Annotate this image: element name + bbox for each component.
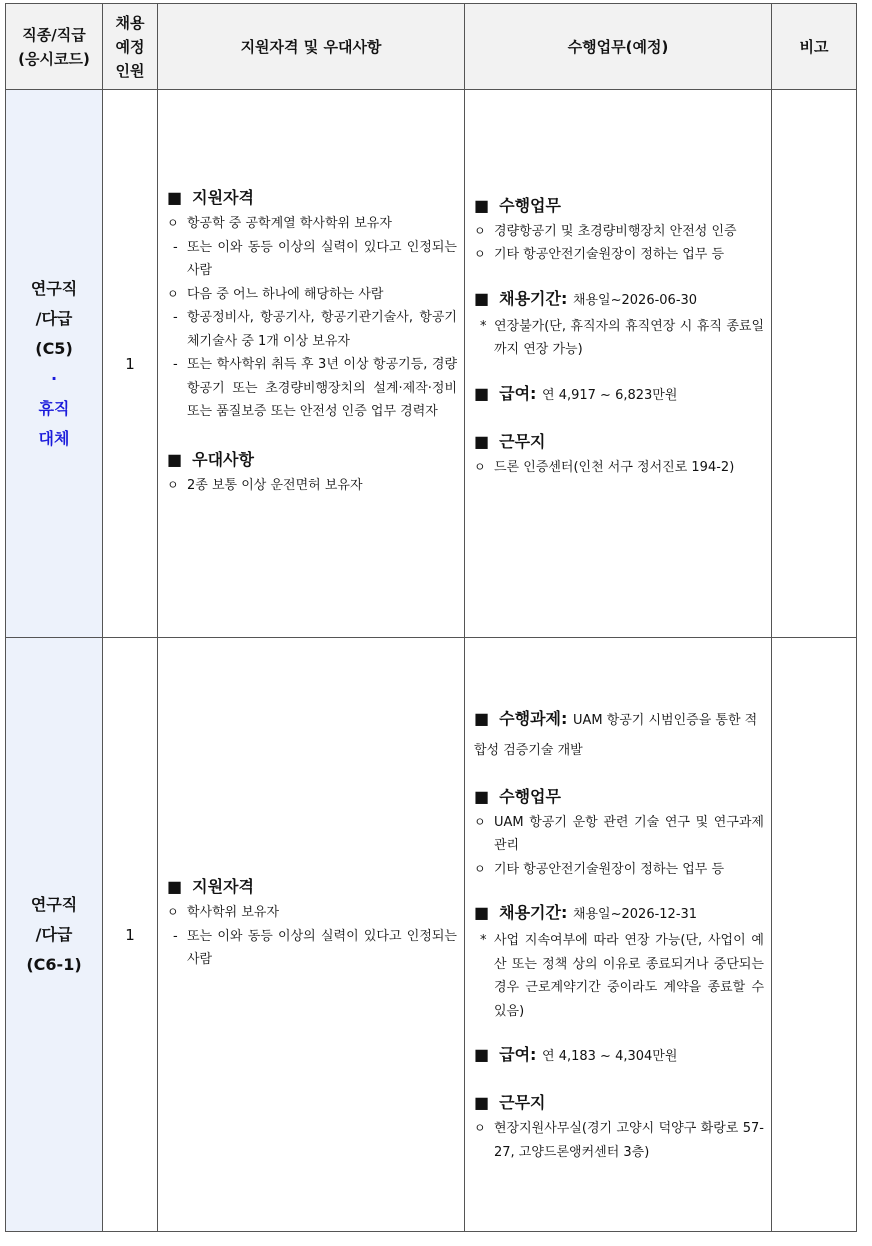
category-cell bbox=[6, 638, 103, 1232]
section-title: 근무지 bbox=[499, 431, 546, 451]
square-bullet-icon: ■ bbox=[167, 449, 183, 469]
header-headcount-line1: 채용 bbox=[115, 13, 145, 32]
duty-list bbox=[474, 220, 764, 267]
list-item: ㅇ 기타 항공안전기술원장이 정하는 업무 등 bbox=[474, 858, 764, 882]
section-heading bbox=[167, 184, 457, 212]
category-note-line: 대체 bbox=[38, 428, 70, 448]
category-dot: · bbox=[50, 368, 58, 388]
list-item: ㅇ 기타 항공안전기술원장이 정하는 업무 등 bbox=[474, 243, 764, 267]
category-cell bbox=[6, 90, 103, 638]
duties-cell bbox=[465, 638, 772, 1232]
square-bullet-icon: ■ bbox=[474, 786, 490, 806]
category-line: 연구직 bbox=[30, 278, 78, 298]
task-value: UAM 항공기 시범인증을 통한 적합성 검증기술 개발 bbox=[474, 712, 758, 758]
square-bullet-icon: ■ bbox=[474, 903, 490, 923]
table-row bbox=[6, 90, 857, 638]
header-headcount-line3: 인원 bbox=[115, 61, 145, 80]
spacer bbox=[474, 410, 764, 428]
remarks-cell bbox=[772, 90, 857, 638]
table-row bbox=[6, 638, 857, 1232]
section-title: 수행업무 bbox=[499, 195, 561, 215]
headcount-cell: 1 bbox=[103, 638, 158, 1232]
section-title: 지원자격 bbox=[192, 188, 254, 207]
period-value: 채용일~2026-06-30 bbox=[572, 292, 698, 308]
square-bullet-icon: ■ bbox=[474, 431, 490, 451]
section-heading bbox=[167, 873, 457, 901]
header-duties: 수행업무(예정) bbox=[465, 4, 772, 90]
list-item: ㅇ 다음 중 어느 하나에 해당하는 사람 bbox=[167, 283, 457, 307]
section-title: 우대사항 bbox=[192, 449, 254, 469]
category-line: 연구직 bbox=[30, 894, 78, 914]
list-item: - 항공정비사, 항공기사, 항공기관기술사, 항공기체기술사 중 1개 이상 보유자 bbox=[167, 306, 457, 353]
spacer bbox=[474, 881, 764, 899]
salary-value: 연 4,183 ~ 4,304만원 bbox=[542, 1049, 678, 1065]
spacer bbox=[167, 972, 457, 996]
section-title: 수행과제: bbox=[499, 708, 568, 728]
square-bullet-icon: ■ bbox=[474, 1045, 490, 1065]
list-item: - 또는 이와 동등 이상의 실력이 있다고 인정되는 사람 bbox=[167, 925, 457, 972]
spacer bbox=[474, 1023, 764, 1041]
section-title: 근무지 bbox=[499, 1093, 546, 1113]
header-row bbox=[6, 4, 857, 90]
section-title: 지원자격 bbox=[192, 877, 254, 897]
header-job-type bbox=[6, 4, 103, 90]
section-heading bbox=[474, 783, 764, 811]
qualification-cell bbox=[158, 90, 465, 638]
square-bullet-icon: ■ bbox=[474, 1093, 490, 1113]
recruitment-table bbox=[5, 3, 857, 1232]
square-bullet-icon: ■ bbox=[474, 288, 490, 308]
list-item: - 또는 이와 동등 이상의 실력이 있다고 인정되는 사람 bbox=[167, 236, 457, 283]
period-value: 채용일~2026-12-31 bbox=[572, 907, 698, 923]
duties-cell bbox=[465, 90, 772, 638]
section-heading bbox=[474, 705, 764, 765]
list-item: - 또는 학사학위 취득 후 3년 이상 항공기등, 경량항공기 또는 초경량비행장치의 설계·제작·정비 또는 품질보증 또는 안전성 인증 업무 경력자 bbox=[167, 353, 457, 424]
header-job-type-line1: 직종/직급 bbox=[22, 25, 86, 44]
header-headcount-line2: 예정 bbox=[115, 37, 145, 56]
duty-list bbox=[474, 811, 764, 882]
section-title: 채용기간: bbox=[499, 288, 568, 308]
section-title: 수행업무 bbox=[499, 786, 561, 806]
period-note: * 연장불가(단, 휴직자의 휴직연장 시 휴직 종료일까지 연장 가능) bbox=[474, 315, 764, 362]
qualification-list bbox=[167, 212, 457, 424]
section-heading bbox=[474, 428, 764, 456]
place-value: ㅇ 드론 인증센터(인천 서구 정서진로 194-2) bbox=[474, 456, 764, 480]
section-heading bbox=[474, 1041, 764, 1071]
spacer bbox=[474, 479, 764, 535]
list-item: ㅇ 항공학 중 공학계열 학사학위 보유자 bbox=[167, 212, 457, 236]
qualification-list bbox=[167, 901, 457, 972]
spacer bbox=[167, 497, 457, 543]
square-bullet-icon: ■ bbox=[167, 188, 183, 207]
section-heading bbox=[474, 380, 764, 410]
list-item: ㅇ UAM 항공기 운항 관련 기술 연구 및 연구과제 관리 bbox=[474, 811, 764, 858]
spacer bbox=[474, 267, 764, 285]
header-headcount bbox=[103, 4, 158, 90]
section-heading bbox=[167, 446, 457, 474]
section-title: 채용기간: bbox=[499, 903, 568, 923]
category-line: /다급 bbox=[35, 924, 73, 944]
header-job-type-line2: (응시코드) bbox=[18, 49, 90, 68]
spacer bbox=[474, 362, 764, 380]
spacer bbox=[474, 1071, 764, 1089]
square-bullet-icon: ■ bbox=[474, 195, 490, 215]
section-heading bbox=[474, 1089, 764, 1117]
category-line: (C6-1) bbox=[26, 954, 82, 974]
section-title: 급여: bbox=[499, 1045, 537, 1065]
section-title: 급여: bbox=[499, 383, 537, 403]
preference-list bbox=[167, 474, 457, 498]
section-heading bbox=[474, 285, 764, 315]
spacer bbox=[167, 424, 457, 446]
salary-value: 연 4,917 ~ 6,823만원 bbox=[542, 387, 678, 403]
category-note-line: 휴직 bbox=[38, 398, 70, 418]
period-note: * 사업 지속여부에 따라 연장 가능(단, 사업이 예산 또는 정책 상의 이유로 종료되거나 중단되는 경우 근로계약기간 중이라도 계약을 종료할 수 있음) bbox=[474, 929, 764, 1023]
section-heading bbox=[474, 899, 764, 929]
category-line: (C5) bbox=[35, 338, 73, 358]
place-value: ㅇ 현장지원사무실(경기 고양시 덕양구 화랑로 57-27, 고양드론앵커센터 3층) bbox=[474, 1117, 764, 1164]
list-item: ㅇ 경량항공기 및 초경량비행장치 안전성 인증 bbox=[474, 220, 764, 244]
list-item: ㅇ 학사학위 보유자 bbox=[167, 901, 457, 925]
header-remarks: 비고 bbox=[772, 4, 857, 90]
square-bullet-icon: ■ bbox=[474, 708, 490, 728]
spacer bbox=[474, 765, 764, 783]
qualification-cell bbox=[158, 638, 465, 1232]
section-heading bbox=[474, 192, 764, 220]
category-line: /다급 bbox=[35, 308, 73, 328]
header-qualification: 지원자격 및 우대사항 bbox=[158, 4, 465, 90]
square-bullet-icon: ■ bbox=[474, 383, 490, 403]
remarks-cell bbox=[772, 638, 857, 1232]
list-item: ㅇ 2종 보통 이상 운전면허 보유자 bbox=[167, 474, 457, 498]
square-bullet-icon: ■ bbox=[167, 877, 183, 897]
headcount-cell: 1 bbox=[103, 90, 158, 638]
